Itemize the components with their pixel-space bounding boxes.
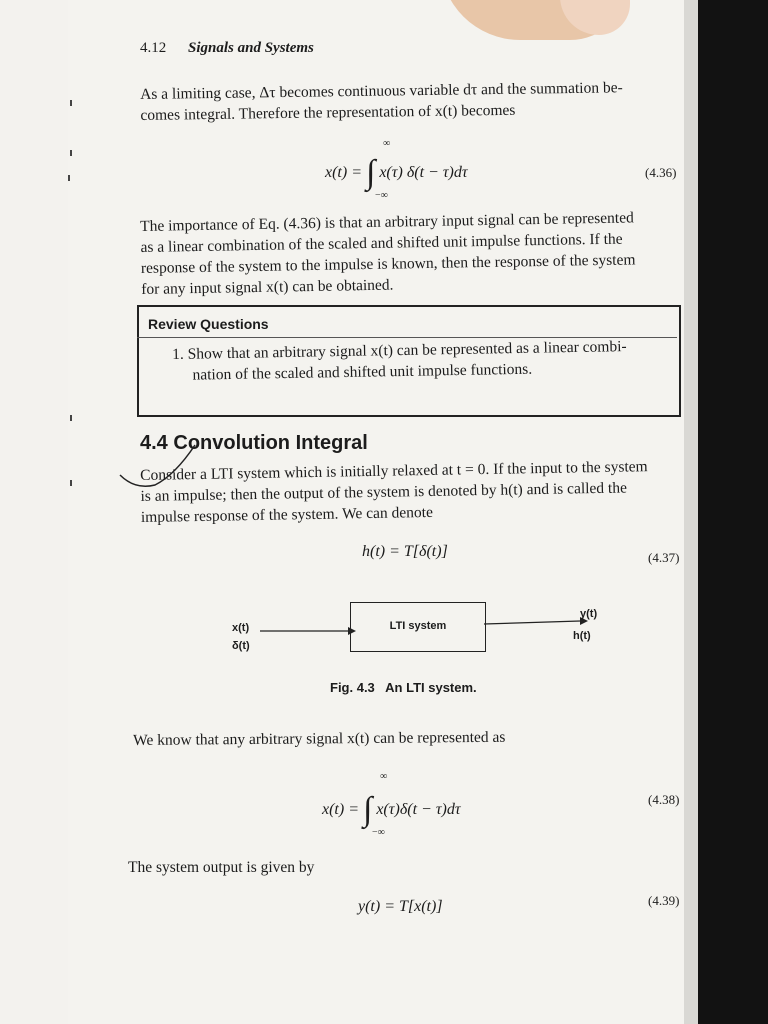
equation-4-37: h(t) = T[δ(t)]: [362, 543, 448, 560]
input-label-x: x(t): [232, 622, 250, 634]
text-line: impulse response of the system. We can denote: [140, 503, 434, 526]
text-line: for any input signal x(t) can be obtained.: [141, 276, 394, 298]
equation-integrand: x(τ)δ(t − τ)dτ: [376, 801, 461, 818]
text-line: is an impulse; then the output of the system is denoted by h(t) and is called the: [140, 479, 628, 505]
integral-upper-limit: ∞: [383, 138, 391, 149]
paragraph-arbitrary-signal: We know that any arbitrary signal x(t) can be represented as: [133, 728, 506, 749]
integral-sign: ∫: [366, 154, 376, 191]
section-number: 4.4: [140, 432, 168, 454]
equation-4-38: [322, 771, 461, 838]
paragraph-system-output: The system output is given by: [128, 859, 315, 876]
integral-upper-limit: ∞: [380, 771, 388, 782]
text-line: nation of the scaled and shifted unit impulse functions.: [192, 360, 533, 384]
margin-mark: [70, 150, 72, 156]
section-title: Convolution Integral: [173, 432, 368, 454]
equation-number: (4.37): [648, 550, 680, 565]
book-title: Signals and Systems: [188, 40, 314, 56]
integral-sign: ∫: [363, 791, 373, 828]
figure-caption: [330, 680, 477, 695]
lti-system-label: LTI system: [389, 620, 447, 632]
output-label-y: y(t): [580, 608, 598, 620]
input-label-delta: δ(t): [232, 640, 250, 652]
dark-background: [698, 0, 768, 1024]
review-question-1: [172, 336, 627, 386]
paragraph-lti-system: [140, 456, 649, 528]
paragraph-limiting-case: [140, 77, 623, 126]
page-number: 4.12: [140, 40, 167, 56]
text-line: response of the system to the impulse is known, then the response of the system: [140, 251, 636, 277]
equation-lhs: x(t) =: [322, 801, 359, 818]
text-line: as a linear combination of the scaled and shifted unit impulse functions. If the: [140, 230, 623, 256]
text-line: Show that an arbitrary signal x(t) can be represented as a linear combi-: [187, 338, 627, 363]
text-line: comes integral. Therefore the representation of x(t) becomes: [140, 101, 516, 124]
running-head: [140, 40, 314, 57]
integral-lower-limit: −∞: [372, 827, 385, 838]
text-line: Consider a LTI system which is initially relaxed at t = 0. If the input to the system: [140, 458, 648, 484]
equation-number: (4.39): [648, 893, 680, 908]
figure-number: Fig. 4.3: [330, 680, 375, 695]
left-gutter: [0, 0, 68, 1024]
margin-mark: [68, 175, 70, 181]
margin-mark: [70, 100, 72, 106]
equation-number: (4.38): [648, 792, 680, 807]
equation-number: (4.36): [645, 165, 677, 180]
figure-title: An LTI system.: [385, 680, 477, 695]
equation-lhs: x(t) =: [325, 164, 362, 181]
text-line: As a limiting case, Δτ becomes continuous variable dτ and the summation be-: [140, 79, 623, 103]
equation-4-39: y(t) = T[x(t)]: [358, 898, 443, 915]
text-line: The importance of Eq. (4.36) is that an arbitrary input signal can be represented: [140, 209, 634, 235]
margin-mark: [70, 415, 72, 421]
review-heading: Review Questions: [148, 316, 269, 332]
integral-lower-limit: −∞: [375, 190, 388, 201]
paragraph-importance: [140, 207, 636, 300]
equation-4-36: [325, 138, 468, 201]
equation-integrand: x(τ) δ(t − τ)dτ: [379, 164, 468, 181]
question-number: 1.: [172, 345, 184, 363]
margin-mark: [70, 480, 72, 486]
output-label-h: h(t): [573, 630, 591, 642]
page-edge: [684, 0, 698, 1024]
